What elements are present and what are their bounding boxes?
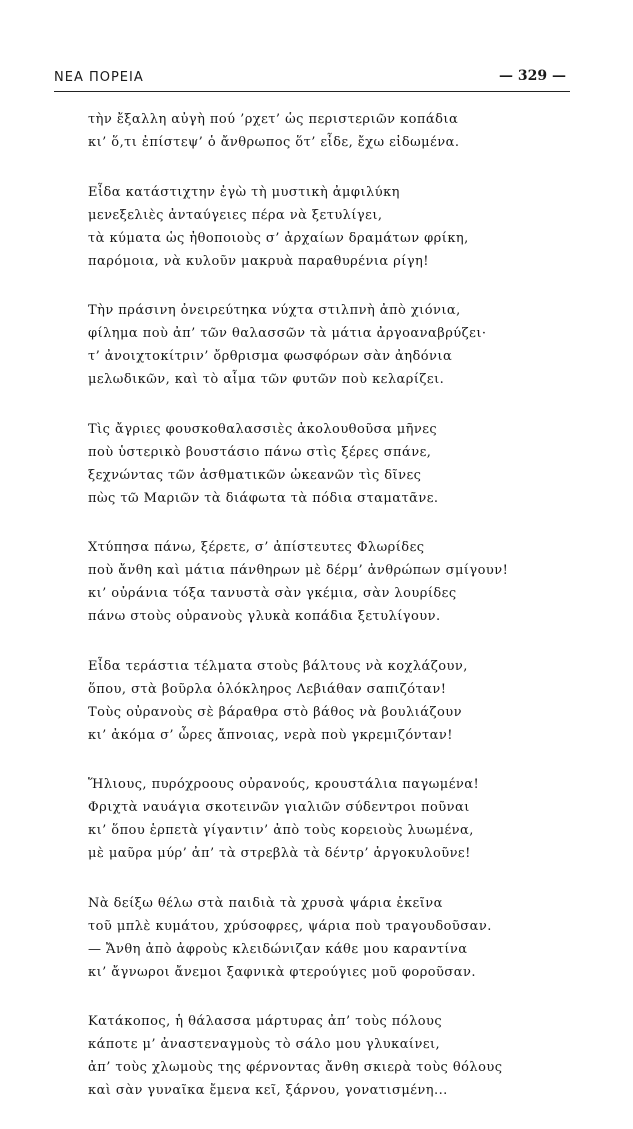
journal-title: ΝΕΑ ΠΟΡΕΙΑ — [54, 70, 144, 85]
poem-line: Τὶς ἄγριες φουσκοθαλασσιὲς ἀκολουθοῦσα μῆνες — [88, 421, 438, 437]
stanza — [88, 892, 588, 984]
poem-line: μελωδικῶν, καὶ τὸ αἷμα τῶν φυτῶν ποὺ κελαρίζει. — [88, 372, 445, 387]
stanza — [88, 181, 588, 273]
poem-line: τὰ κύματα ὡς ἠθοποιοὺς σ’ ἀρχαίων δραμάτων φρίκη, — [88, 230, 469, 246]
poem-line: τοῦ μπλὲ κυμάτου, χρύσοφρες, ψάρια ποὺ τραγουδοῦσαν. — [88, 918, 492, 934]
poem-line: μὲ μαῦρα μύρ’ ἀπ’ τὰ στρεβλὰ τὰ δέντρ’ ἀργοκυλοῦνε! — [88, 846, 471, 861]
poem-line: πὼς τῶ Μαριῶν τὰ διάφωτα τὰ πόδια σταματᾶνε. — [88, 490, 439, 506]
poem-line: ποὺ ἄνθη καὶ μάτια πάνθηρων μὲ δέρμ’ ἀνθρώπων σμίγουν! — [88, 563, 509, 578]
stanza — [88, 299, 588, 391]
poem-line: Τὴν πράσινη ὀνειρεύτηκα νύχτα στιλπνὴ ἀπὸ χιόνια, — [88, 303, 461, 318]
poem-line: Κατάκοπος, ἡ θάλασσα μάρτυρας ἀπ’ τοὺς πόλους — [88, 1014, 443, 1029]
poem-line: κι’ ἄγνωροι ἄνεμοι ξαφνικὰ φτερούγιες μοῦ φοροῦσαν. — [88, 964, 476, 980]
stanza — [88, 773, 588, 865]
poem-line: Τοὺς οὐρανοὺς σὲ βάραθρα στὸ βάθος νὰ βουλιάζουν — [88, 704, 462, 720]
poem-line: Χτύπησα πάνω, ξέρετε, σ’ ἀπίστευτες Φλωρίδες — [88, 540, 425, 555]
page-header — [54, 66, 574, 96]
poem-line: τ’ ἀνοιχτοκίτριν’ ὄρθρισμα φωσφόρων σὰν ἀηδόνια — [88, 349, 453, 364]
poem-line: κι’ ὅ,τι ἐπίστεψ’ ὁ ἄνθρωπος ὅτ’ εἶδε, ἔχω εἰδωμένα. — [88, 135, 460, 150]
poem-line: κάποτε μ’ ἀναστεναγμοὺς τὸ σάλο μου γλυκαίνει, — [88, 1037, 441, 1052]
poem-line: Εἶδα κατάστιχτην ἐγὼ τὴ μυστικὴ ἀμφιλύκη — [88, 184, 400, 200]
poem-line: Φριχτὰ ναυάγια σκοτεινῶν γιαλιῶν σύδεντροι ποῦναι — [88, 800, 470, 815]
poem-line: κι’ ὅπου ἑρπετὰ γίγαντιν’ ἀπὸ τοὺς κορειοὺς λυωμένα, — [88, 823, 474, 838]
stanza — [88, 418, 588, 510]
page-number: — 329 — — [499, 68, 566, 84]
poem-line: κι’ οὐράνια τόξα τανυστὰ σὰν γκέμια, σὰν λουρίδες — [88, 586, 457, 601]
poem-line: κι’ ἀκόμα σ’ ὧρες ἄπνοιας, νερὰ ποὺ γκρεμιζόνταν! — [88, 727, 453, 743]
poem-line: ἀπ’ τοὺς χλωμοὺς της φέρνοντας ἄνθη σκιερὰ τοὺς θόλους — [88, 1060, 503, 1075]
stanza — [88, 536, 588, 628]
poem-line: Ἥλιους, πυρόχροους οὐρανούς, κρουστάλια παγωμένα! — [88, 777, 480, 792]
header-rule — [54, 91, 570, 92]
stanza — [88, 108, 588, 154]
poem-line: Νὰ δείξω θέλω στὰ παιδιὰ τὰ χρυσὰ ψάρια ἐκεῖνα — [88, 895, 443, 911]
poem-body — [88, 108, 588, 1129]
poem-line: μενεξελιὲς ἀνταύγειες πέρα νὰ ξετυλίγει, — [88, 207, 383, 223]
poem-line: πάνω στοὺς οὐρανοὺς γλυκὰ κοπάδια ξετυλίγουν. — [88, 609, 441, 624]
poem-line: φίλημα ποὺ ἀπ’ τῶν θαλασσῶν τὰ μάτια ἀργοαναβρύζει· — [88, 326, 487, 341]
poem-line: — Ἄνθη ἀπὸ ἀφροὺς κλειδώνιζαν κάθε μου καραντίνα — [88, 941, 468, 957]
poem-line: τὴν ἔξαλλη αὐγὴ πού ’ρχετ’ ὡς περιστεριῶν κοπάδια — [88, 112, 459, 127]
stanza — [88, 655, 588, 747]
poem-line: ξεχνώντας τῶν ἀσθματικῶν ὠκεανῶν τὶς δῖνες — [88, 467, 422, 483]
poem-line: ποὺ ὑστερικὸ βουστάσιο πάνω στὶς ξέρες σπάνε, — [88, 444, 432, 460]
poem-line: παρόμοια, νὰ κυλοῦν μακρυὰ παραθυρένια ρίγη! — [88, 253, 429, 269]
poem-line: Εἶδα τεράστια τέλματα στοὺς βάλτους νὰ κοχλάζουν, — [88, 658, 468, 674]
poem-line: καὶ σὰν γυναῖκα ἔμενα κεῖ, ξάρνου, γονατισμένη... — [88, 1083, 448, 1098]
poem-line: ὅπου, στὰ βοῦρλα ὁλόκληρος Λεβιάθαν σαπιζόταν! — [88, 681, 447, 697]
